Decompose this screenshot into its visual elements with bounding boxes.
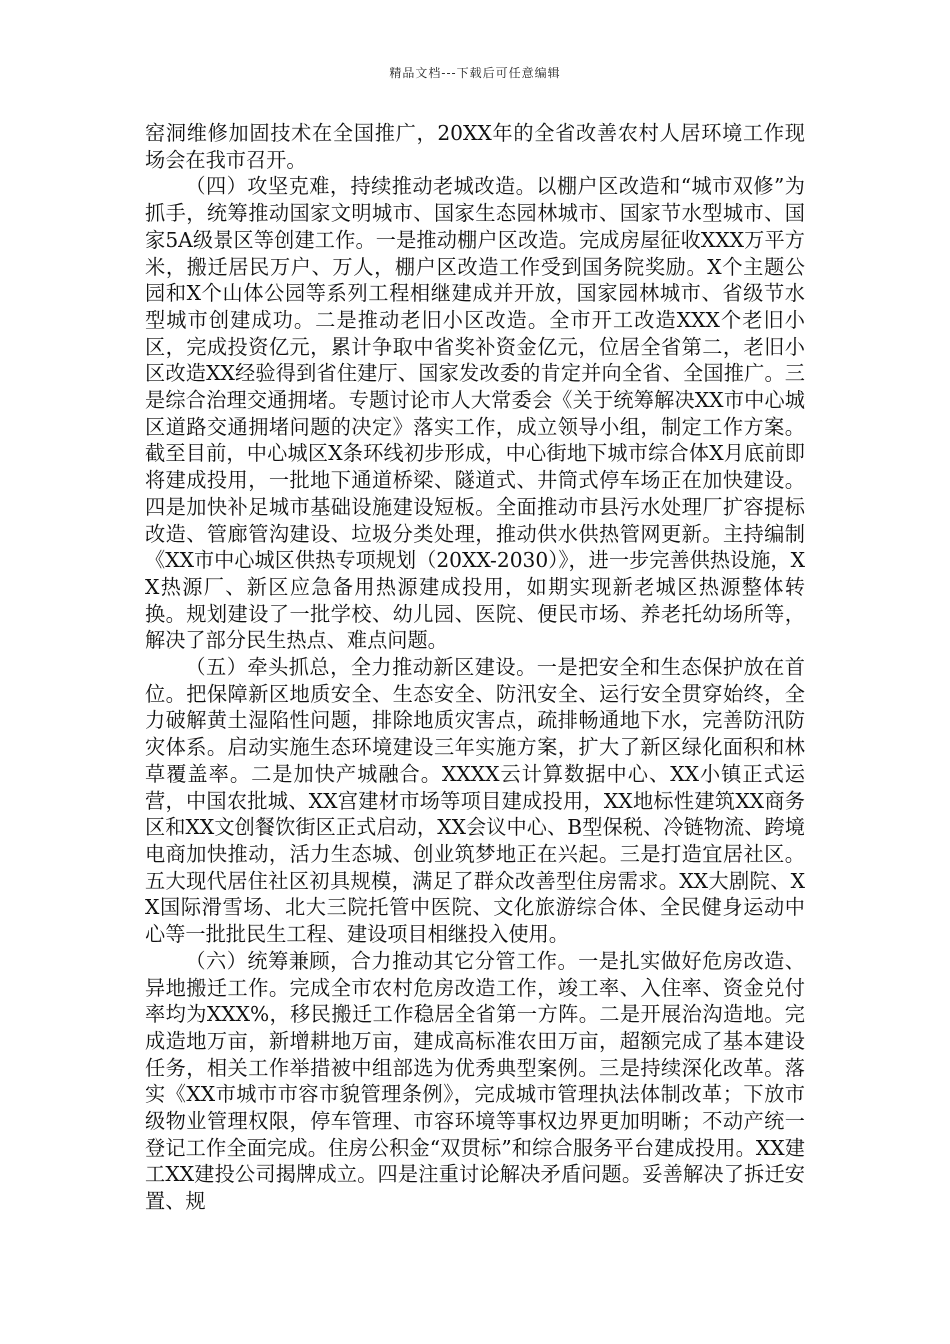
paragraph-new-district-construction: （五）牵头抓总，全力推动新区建设。一是把安全和生态保护放在首位。把保障新区地质安全、生态安全、防汛安全、运行安全贯穿始终，全力破解黄土湿陷性问题，排除地质灾害点，疏排畅通地下水，完善防汛防灾体系。启动实施生态环境建设三年实施方案，扩大了新区绿化面积和林草覆盖率。二是加快产城融合。XXXX云计算数据中心、XX小镇正式运营，中国农批城、XX宫建材市场等项目建成投用，XX地标性建筑XX商务区和XX文创餐饮街区正式启动，XX会议中心、B型保税、冷链物流、跨境电商加快推动，活力生态城、创业筑梦地正在兴起。三是打造宜居社区。五大现代居住社区初具规模，满足了群众改善型住房需求。XX大剧院、XX国际滑雪场、北大三院托管中医院、文化旅游综合体、全民健身运动中心等一批批民生工程、建设项目相继投入使用。	[145, 655, 805, 947]
paragraph-old-city-renovation: （四）攻坚克难，持续推动老城改造。以棚户区改造和“城市双修”为抓手，统筹推动国家文明城市、国家生态园林城市、国家节水型城市、国家5A级景区等创建工作。一是推动棚户区改造。完成房屋征收XXX万平方米，搬迁居民万户、万人，棚户区改造工作受到国务院奖励。X个主题公园和X个山体公园等系列工程相继建成并开放，国家园林城市、省级节水型城市创建成功。二是推动老旧小区改造。全市开工改造XXX个老旧小区，完成投资亿元，累计争取中省奖补资金亿元，位居全省第二，老旧小区改造XX经验得到省住建厅、国家发改委的肯定并向全省、全国推广。三是综合治理交通拥堵。专题讨论市人大常委会《关于统筹解决XX市中心城区道路交通拥堵问题的决定》落实工作，成立领导小组，制定工作方案。截至目前，中心城区X条环线初步形成，中心街地下城市综合体X月底前即将建成投用，一批地下通道桥梁、隧道式、井筒式停车场正在加快建设。四是加快补足城市基础设施建设短板。全面推动市县污水处理厂扩容提标改造、管廊管沟建设、垃圾分类处理，推动供水供热管网更新。主持编制《XX市中心城区供热专项规划（20XX-2030）》，进一步完善供热设施，XX热源厂、新区应急备用热源建成投用，如期实现新老城区热源整体转换。规划建设了一批学校、幼儿园、医院、便民市场、养老托幼场所等，解决了部分民生热点、难点问题。	[145, 174, 805, 653]
paragraph-other-work: （六）统筹兼顾，合力推动其它分管工作。一是扎实做好危房改造、异地搬迁工作。完成全市农村危房改造工作，竣工率、入住率、资金兑付率均为XXX%，移民搬迁工作稳居全省第一方阵。二是开展治沟造地。完成造地万亩，新增耕地万亩，建成高标准农田万亩，超额完成了基本建设任务，相关工作举措被中组部选为优秀典型案例。三是持续深化改革。落实《XX市城市市容市貌管理条例》，完成城市管理执法体制改革；下放市级物业管理权限，停车管理、市容环境等事权边界更加明晰；不动产统一登记工作全面完成。住房公积金“双贯标”和综合服务平台建成投用。XX建工XX建投公司揭牌成立。四是注重讨论解决矛盾问题。妥善解决了拆迁安置、规	[145, 948, 805, 1214]
document-body	[145, 120, 805, 1215]
page-header: 精品文档---下载后可任意编辑	[389, 66, 561, 80]
paragraph-continuation: 窑洞维修加固技术在全国推广，20XX年的全省改善农村人居环境工作现场会在我市召开。	[145, 121, 805, 172]
